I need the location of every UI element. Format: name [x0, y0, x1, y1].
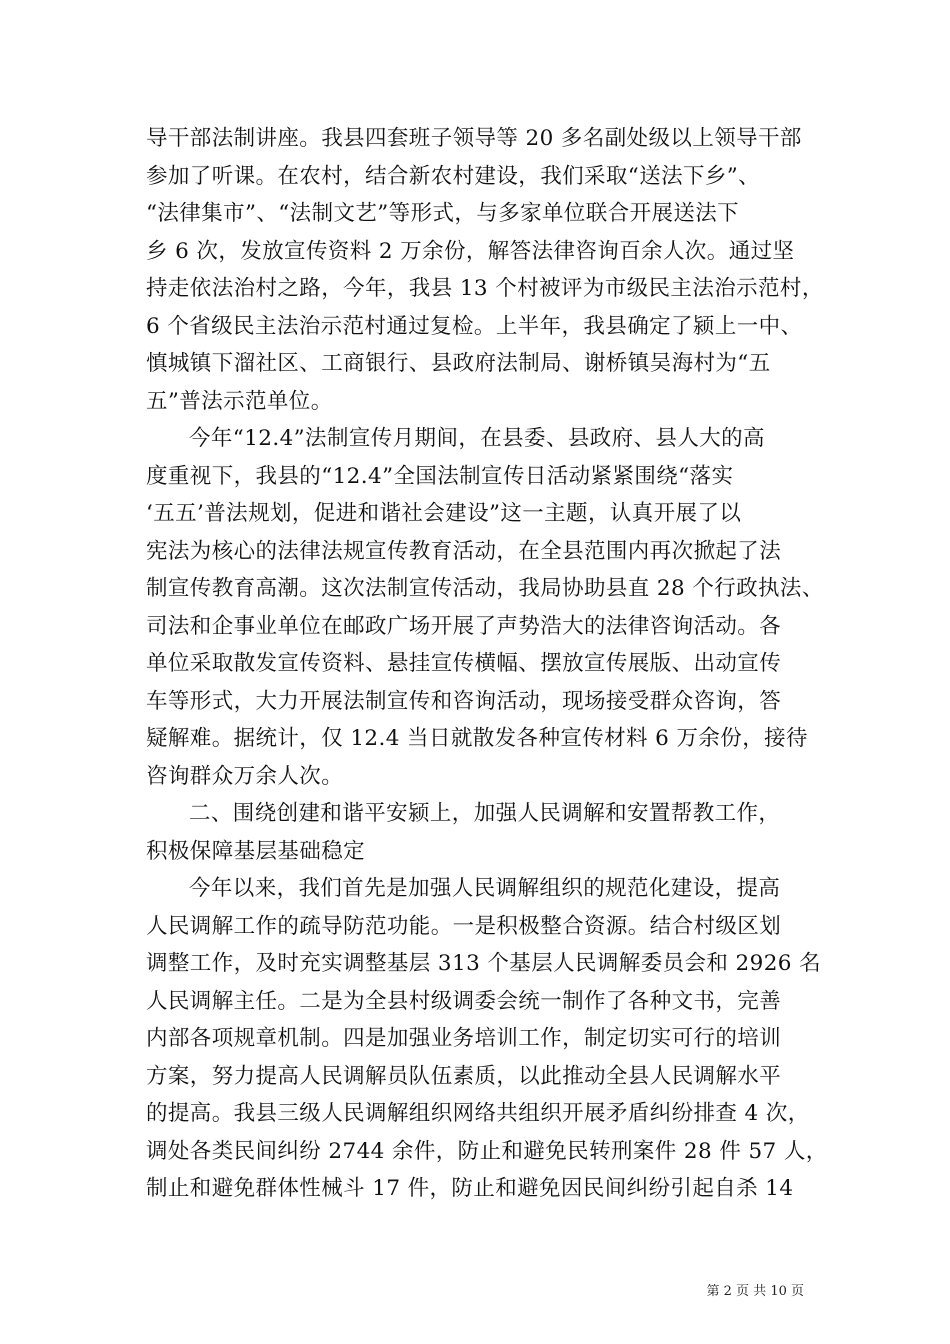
text-line: 人民调解工作的疏导防范功能。一是积极整合资源。结合村级区划	[146, 913, 782, 939]
text-line: 车等形式，大力开展法制宣传和咨询活动，现场接受群众咨询，答	[146, 688, 782, 714]
text-line: ‘五五’普法规划，促进和谐社会建设”这一主题，认真开展了以	[146, 501, 742, 526]
text-line: 的提高。我县三级人民调解组织网络共组织开展矛盾纠纷排查 4 次，	[146, 1101, 810, 1126]
text-line: 方案，努力提高人民调解员队伍素质，以此推动全县人民调解水平	[146, 1063, 782, 1089]
text-line: “法律集市”、“法制文艺”等形式，与多家单位联合开展送法下	[146, 201, 740, 226]
text-line: 持走依法治村之路，今年，我县 13 个村被评为市级民主法治示范村，	[146, 276, 824, 301]
text-line: 度重视下，我县的“12.4”全国法制宣传日活动紧紧围绕“落实	[146, 463, 734, 489]
section-heading-line: 积极保障基层基础稳定	[146, 838, 366, 864]
text-line: 司法和企事业单位在邮政广场开展了声势浩大的法律咨询活动。各	[146, 613, 782, 639]
paragraph-start-line: 今年以来，我们首先是加强人民调解组织的规范化建设，提高	[189, 876, 781, 901]
text-line: 参加了听课。在农村，结合新农村建设，我们采取“送法下乡”、	[146, 163, 761, 189]
text-line: 内部各项规章机制。四是加强业务培训工作，制定切实可行的培训	[146, 1026, 782, 1051]
section-heading-line: 二、围绕创建和谐平安颍上，加强人民调解和安置帮教工作，	[189, 801, 781, 826]
text-line: 宪法为核心的法律法规宣传教育活动，在全县范围内再次掀起了法	[146, 538, 782, 564]
text-line: 慎城镇下溜社区、工商银行、县政府法制局、谢桥镇吴海村为“五	[146, 351, 771, 376]
text-line: 人民调解主任。二是为全县村级调委会统一制作了各种文书，完善	[146, 988, 782, 1014]
text-line: 疑解难。据统计，仅 12.4 当日就散发各种宣传材料 6 万余份，接待	[146, 726, 808, 751]
text-line: 乡 6 次，发放宣传资料 2 万余份，解答法律咨询百余人次。通过坚	[146, 238, 795, 264]
text-line: 制宣传教育高潮。这次法制宣传活动，我局协助县直 28 个行政执法、	[146, 576, 824, 601]
text-line: 调处各类民间纠纷 2744 余件，防止和避免民转刑案件 28 件 57 人，	[146, 1138, 828, 1164]
page-footer	[0, 1282, 950, 1302]
text-line: 6 个省级民主法治示范村通过复检。上半年，我县确定了颍上一中、	[146, 313, 803, 339]
text-line: 制止和避免群体性械斗 17 件，防止和避免因民间纠纷引起自杀 14	[146, 1176, 794, 1201]
text-line: 导干部法制讲座。我县四套班子领导等 20 多名副处级以上领导干部	[146, 126, 802, 151]
paragraph-start-line: 今年“12.4”法制宣传月期间，在县委、县政府、县人大的高	[189, 426, 765, 451]
text-line: 五”普法示范单位。	[146, 388, 333, 414]
page-number: 第 2 页 共 10 页	[706, 1284, 804, 1299]
text-line: 咨询群众万余人次。	[146, 763, 344, 789]
text-line: 调整工作，及时充实调整基层 313 个基层人民调解委员会和 2926 名	[146, 951, 821, 976]
text-line: 单位采取散发宣传资料、悬挂宣传横幅、摆放宣传展版、出动宣传	[146, 651, 782, 676]
body-text	[146, 120, 828, 1208]
